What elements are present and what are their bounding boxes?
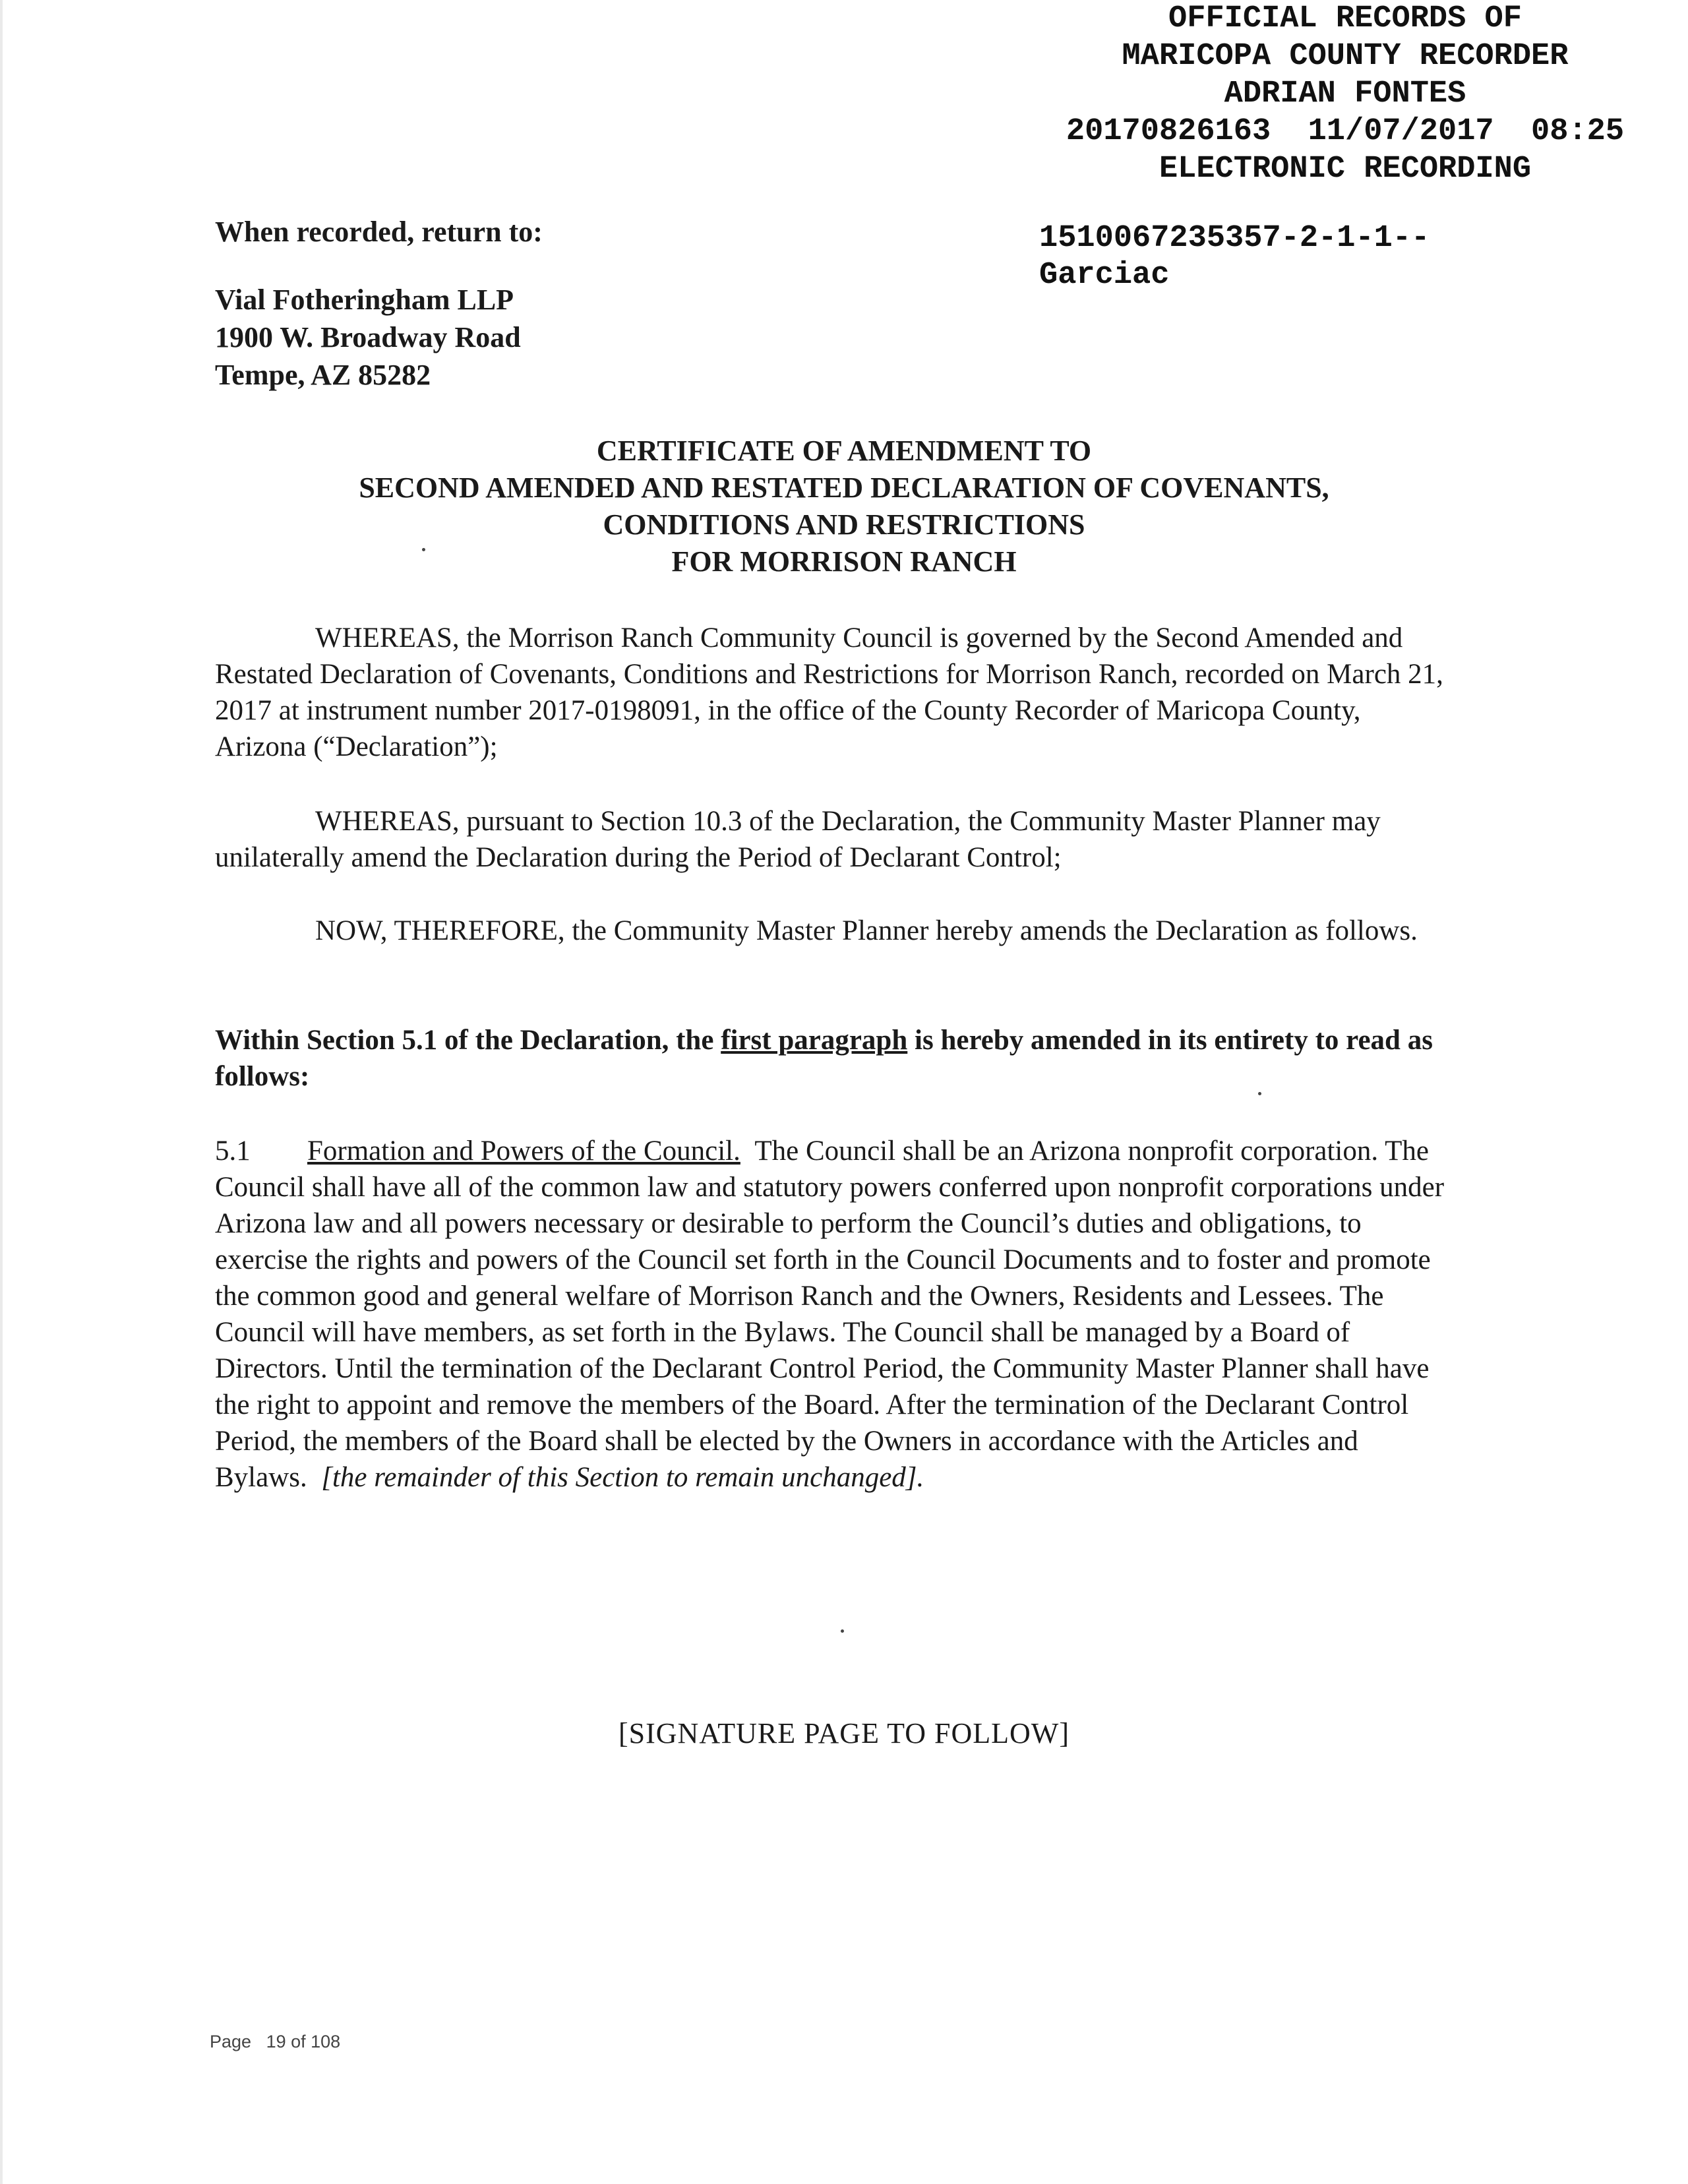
scan-edge [0,0,3,2184]
scan-speck [422,548,425,551]
return-to-heading: When recorded, return to: [215,216,543,248]
section-heading: Formation and Powers of the Council. [307,1136,740,1167]
now-therefore-paragraph: NOW, THEREFORE, the Community Master Planner hereby amends the Declaration as follows. [315,915,1418,946]
stamp-line-2: MARICOPA COUNTY RECORDER [1122,39,1569,74]
section-5-1 [215,1133,1455,1496]
return-to-address [215,281,521,394]
document-title [198,433,1490,580]
title-line-4: FOR MORRISON RANCH [671,545,1017,578]
recorder-stamp [1002,0,1688,188]
section-number: 5.1 [215,1136,251,1167]
stamp-line-4: 20170826163 11/07/2017 08:25 [1066,114,1625,149]
document-number: 1510067235357-2-1-1-- [1039,221,1430,256]
section-body: The Council shall be an Arizona nonprofit corporation. The Council shall have all of the common law and statutory powers conferred upon nonprofit corporations under Arizona law and all powers necessary or desirable to perform the Council’s duties and obligations, to exercise the rights and powers of the Council set forth in the Council Documents and to foster and promote the common good and general welfare of Morrison Ranch and the Owners, Residents and Lessees. The Council will have members, as set forth in the Bylaws. The Council shall be managed by a Board of Directors. Until the termination of the Declarant Control Period, the Community Master Planner shall have the right to appoint and remove the members of the Board. After the termination of the Declarant Control Period, the members of the Board shall be elected by the Owners in accordance with the Articles and Bylaws. [215,1136,1445,1493]
title-line-2: SECOND AMENDED AND RESTATED DECLARATION OF COVENANTS, [359,471,1329,504]
amendment-intro [215,1022,1455,1095]
stamp-line-3: ADRIAN FONTES [1224,76,1466,111]
amendment-intro-end: is hereby amended in its entirety to read as follows: [215,1025,1433,1092]
section-remainder-note: [the remainder of this Section to remain unchanged]. [321,1462,924,1493]
whereas-paragraph-1: WHEREAS, the Morrison Ranch Community Council is governed by the Second Amended and Restated Declaration of Covenants, Conditions and Restrictions for Morrison Ranch, recorded on March 21, 2017 at instrument number 2017-0198091, in the office of the County Recorder of Maricopa County, Arizona (“Declaration”); [215,622,1443,762]
return-to-line-2: 1900 W. Broadway Road [215,321,521,353]
stamp-line-1: OFFICIAL RECORDS OF [1168,1,1522,36]
scan-speck [841,1629,844,1633]
return-to-line-1: Vial Fotheringham LLP [215,284,514,316]
first-paragraph-reference: first paragraph [721,1025,908,1056]
clerk-name: Garciac [1039,258,1170,293]
amendment-intro-start: Within Section 5.1 of the Declaration, the [215,1025,721,1056]
whereas-paragraph-2: WHEREAS, pursuant to Section 10.3 of the Declaration, the Community Master Planner may unilaterally amend the Declaration during the Period of Declarant Control; [215,806,1381,873]
title-line-1: CERTIFICATE OF AMENDMENT TO [596,435,1092,467]
page-footer [210,2032,340,2052]
signature-page-note: [SIGNATURE PAGE TO FOLLOW] [618,1717,1070,1749]
return-to-line-3: Tempe, AZ 85282 [215,359,431,391]
scan-speck [1258,1092,1261,1095]
stamp-line-5: ELECTRONIC RECORDING [1159,152,1532,187]
document-id [1039,220,1430,294]
page-number: 19 of 108 [266,2032,341,2051]
page-label: Page [210,2032,252,2051]
title-line-3: CONDITIONS AND RESTRICTIONS [603,508,1085,541]
